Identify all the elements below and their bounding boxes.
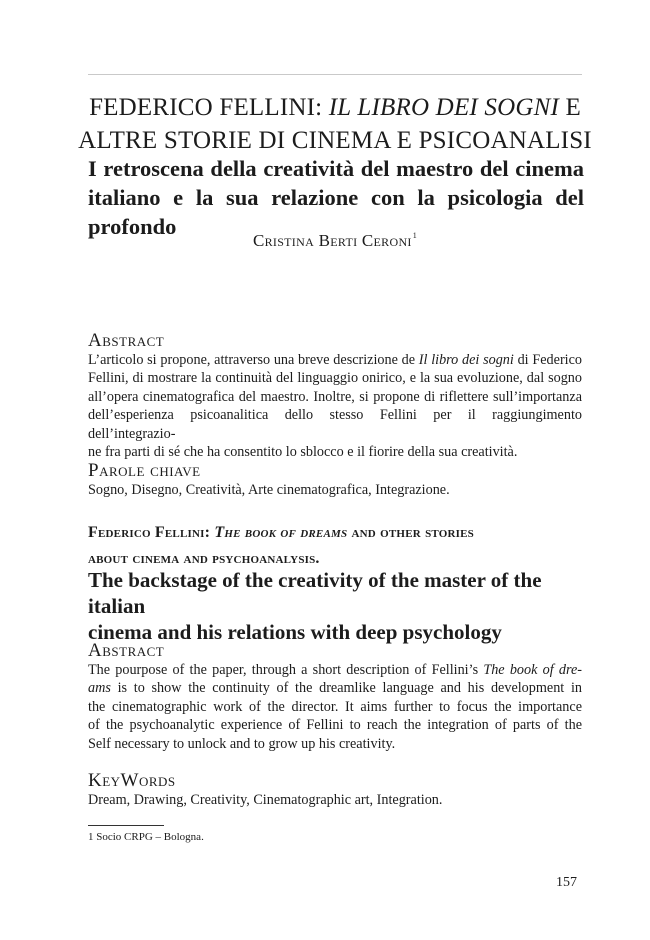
footnote: 1 Socio CRPG – Bologna. <box>88 831 204 843</box>
author <box>88 231 582 251</box>
article-title <box>70 91 600 157</box>
title-line-1 <box>70 91 600 124</box>
abstract-en-book-name: ams <box>88 680 111 697</box>
article-subtitle <box>88 154 584 241</box>
abstract-it-line: all’opera cinematografica del maestro. Inoltre, si propone di riflettere sull’importanza <box>88 388 582 405</box>
title-line-2: ALTRE STORIE DI CINEMA E PSICOANALISI <box>78 127 592 154</box>
abstract-en-text <box>88 661 582 753</box>
abstract-en-heading: Abstract <box>88 640 165 661</box>
abstract-it-text <box>88 351 582 461</box>
subtitle-line-1: I retroscena della creatività del maestro del cinema <box>88 156 584 181</box>
abstract-en-part: The pourpose of the paper, through a short description of Fellini’s <box>88 662 484 678</box>
keywords-en-text: Dream, Drawing, Creativity, Cinematographic art, Integration. <box>88 792 443 808</box>
abstract-en-line <box>88 679 582 697</box>
english-title <box>88 520 582 572</box>
abstract-en-line: the cinematographic work of the director. It aims further to focus the importance <box>88 698 582 715</box>
abstract-it-part: L’articolo si propone, attraverso una breve descrizione de <box>88 352 419 368</box>
abstract-en-line: Self necessary to unlock and to grow up his creativity. <box>88 735 396 752</box>
keywords-en-heading: KeyWords <box>88 770 176 791</box>
title-part: FEDERICO FELLINI: <box>89 94 329 121</box>
subtitle-line-2: italiano e la sua relazione con la psicologia del profondo <box>88 185 584 239</box>
title-part: E <box>559 94 581 121</box>
english-subtitle <box>88 567 582 645</box>
abstract-it-line: ne fra parti di sé che ha consentito lo sblocco e il fiorire della sua creatività. <box>88 444 518 461</box>
abstract-en-line: of the psychoanalytic experience of Fellini to reach the integration of parts of the <box>88 717 582 734</box>
english-title-book-name: The book of dreams <box>214 524 348 541</box>
keywords-it-heading: Parole chiave <box>88 460 201 481</box>
page-number: 157 <box>556 875 577 890</box>
english-title-line-2: about cinema and psychoanalysis. <box>88 550 320 567</box>
abstract-it-book-name: Il libro dei sogni <box>418 352 514 368</box>
title-book-name: IL LIBRO DEI SOGNI <box>328 94 559 121</box>
english-subtitle-line-1: The backstage of the creativity of the master of the italian <box>88 568 542 618</box>
abstract-en-line <box>88 661 582 679</box>
abstract-it-line: dell’esperienza psicoanalitica dello stesso Fellini per il raggiungimento dell’integrazio- <box>88 407 582 442</box>
author-name: Cristina Berti Ceroni <box>252 231 412 250</box>
top-rule <box>88 74 582 75</box>
english-title-part: and other stories <box>347 524 474 541</box>
english-subtitle-line-2: cinema and his relations with deep psychology <box>88 620 502 644</box>
abstract-en-book-name: The book of dre- <box>483 662 582 678</box>
abstract-it-heading: Abstract <box>88 330 165 351</box>
abstract-it-line: Fellini, di mostrare la continuità del linguaggio onirico, e la sua evoluzione, dal sogno <box>88 370 582 387</box>
english-title-part: Federico Fellini: <box>88 524 215 541</box>
author-footnote-mark: 1 <box>412 231 418 240</box>
abstract-it-line <box>88 351 582 369</box>
footnote-rule <box>88 825 164 826</box>
abstract-it-part: di Federico <box>513 352 583 368</box>
abstract-en-part: is to show the continuity of the dreamlike language and his development in <box>110 680 582 697</box>
english-title-line-1 <box>88 520 582 546</box>
keywords-it-text: Sogno, Disegno, Creatività, Arte cinematografica, Integrazione. <box>88 482 450 498</box>
